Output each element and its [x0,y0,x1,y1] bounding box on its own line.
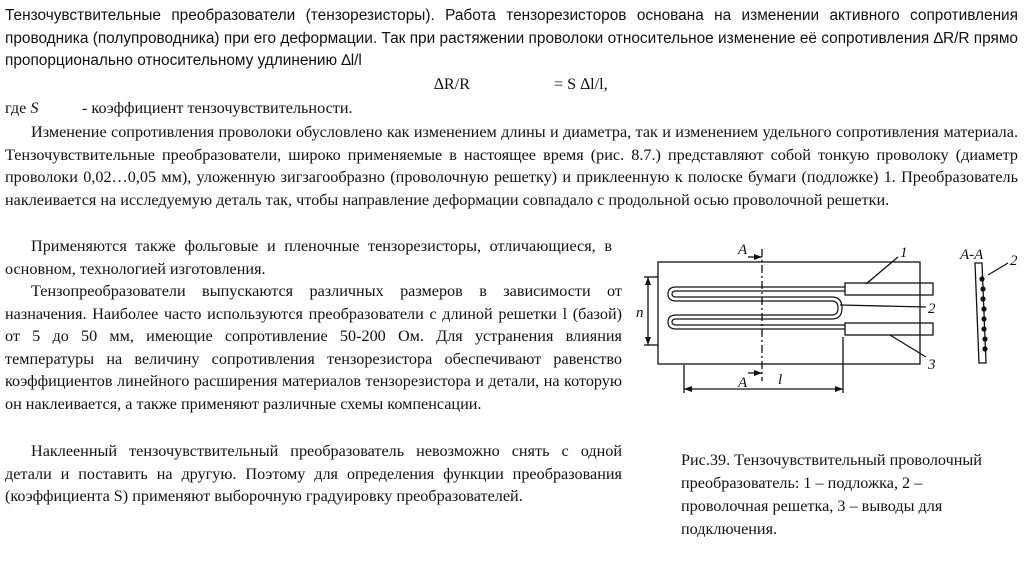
paragraph-calibration: Наклеенный тензочувствительный преобразователь невозможно снять с одной детали и поставить на другую. Поэтому для определения функции преобразования (коэффициента S) применяют выборочную градуировку преобразователей. [5,442,622,506]
wire-grid [668,287,845,329]
leader-2-section [988,263,1008,275]
formula-rhs: = S ∆l/l, [554,75,608,93]
leader-1 [866,257,898,284]
label-3: 3 [928,357,936,373]
label-width: n [636,305,644,321]
dim-arrow-left [684,386,692,392]
substrate-outline [658,262,920,364]
arrowhead-top [754,254,762,260]
label-section-top: A [738,242,748,258]
where-prefix: где [5,99,27,117]
paragraph-foil-resistors: Применяются также фольговые и пленочные тензорезисторы, отличающиеся, в основном, технологией изготовления. [5,237,612,278]
paragraph-resistance-change: Изменение сопротивления проволоки обусловлено как изменением длины и диаметра, так и изменением удельного сопротивления материала. Тензочувствительные преобразователи, широко применяемые в настоящее время (рис. 8.7.) представляют собой тонкую проволоку (диаметр проволоки 0,02…0,05 мм), уложенную зигзагообразно (проволочную решетку) и приклеенную к полоске бумаги (подложке) 1. Преобразователь наклеивается на исследуемую деталь так, чтобы направление деформации совпадало с продольной осью проволочной решетки. [5,123,1018,209]
where-line [5,97,353,119]
label-2: 2 [928,301,936,317]
formula-lhs: ∆R/R [434,75,470,93]
intro-paragraph: Тензочувствительные преобразователи (тензорезисторы). Работа тензорезисторов основана на изменении активного сопротивления проводника (полупроводника) при его деформации. Так при растяжении проволоки относительное изменение её сопротивления ∆R/R прямо пропорционально относительному удлинению ∆l/l [5,7,1018,70]
label-2-section: 2 [1010,253,1018,269]
dim-arrow-down [645,337,651,345]
strain-gauge-diagram [630,242,1024,415]
label-section-view: А-А [960,247,984,263]
dim-arrow-right [835,386,843,392]
where-description: - коэффициент тензочувствительности. [82,99,353,117]
label-1: 1 [900,245,908,261]
leader-2 [840,305,926,307]
arrowhead-bottom [754,370,762,376]
figure-caption: Рис.39. Тензочувствительный проволочный преобразователь: 1 – подложка, 2 – проволочная решетка, 3 – выводы для подключения. [681,451,982,538]
where-symbol: S [30,99,39,117]
formula [434,73,608,95]
paragraph-sizes: Тензопреобразователи выпускаются различных размеров в зависимости от назначения. Наиболее часто используются преобразователи с длиной решетки l (базой) от 5 до 50 мм, имеющие сопротивление 50-200 Ом. Для устранения влияния температуры на величину сопротивления тензорезистора обеспечивают равенство коэффициентов линейного расширения материалов тензорезистора и детали, на которую он наклеивается, а также применяют различные схемы компенсации. [5,282,622,413]
label-length: l [778,372,783,388]
dim-arrow-up [645,277,651,285]
label-section-bottom: A [738,375,748,391]
wire-grid-inner [672,291,845,325]
